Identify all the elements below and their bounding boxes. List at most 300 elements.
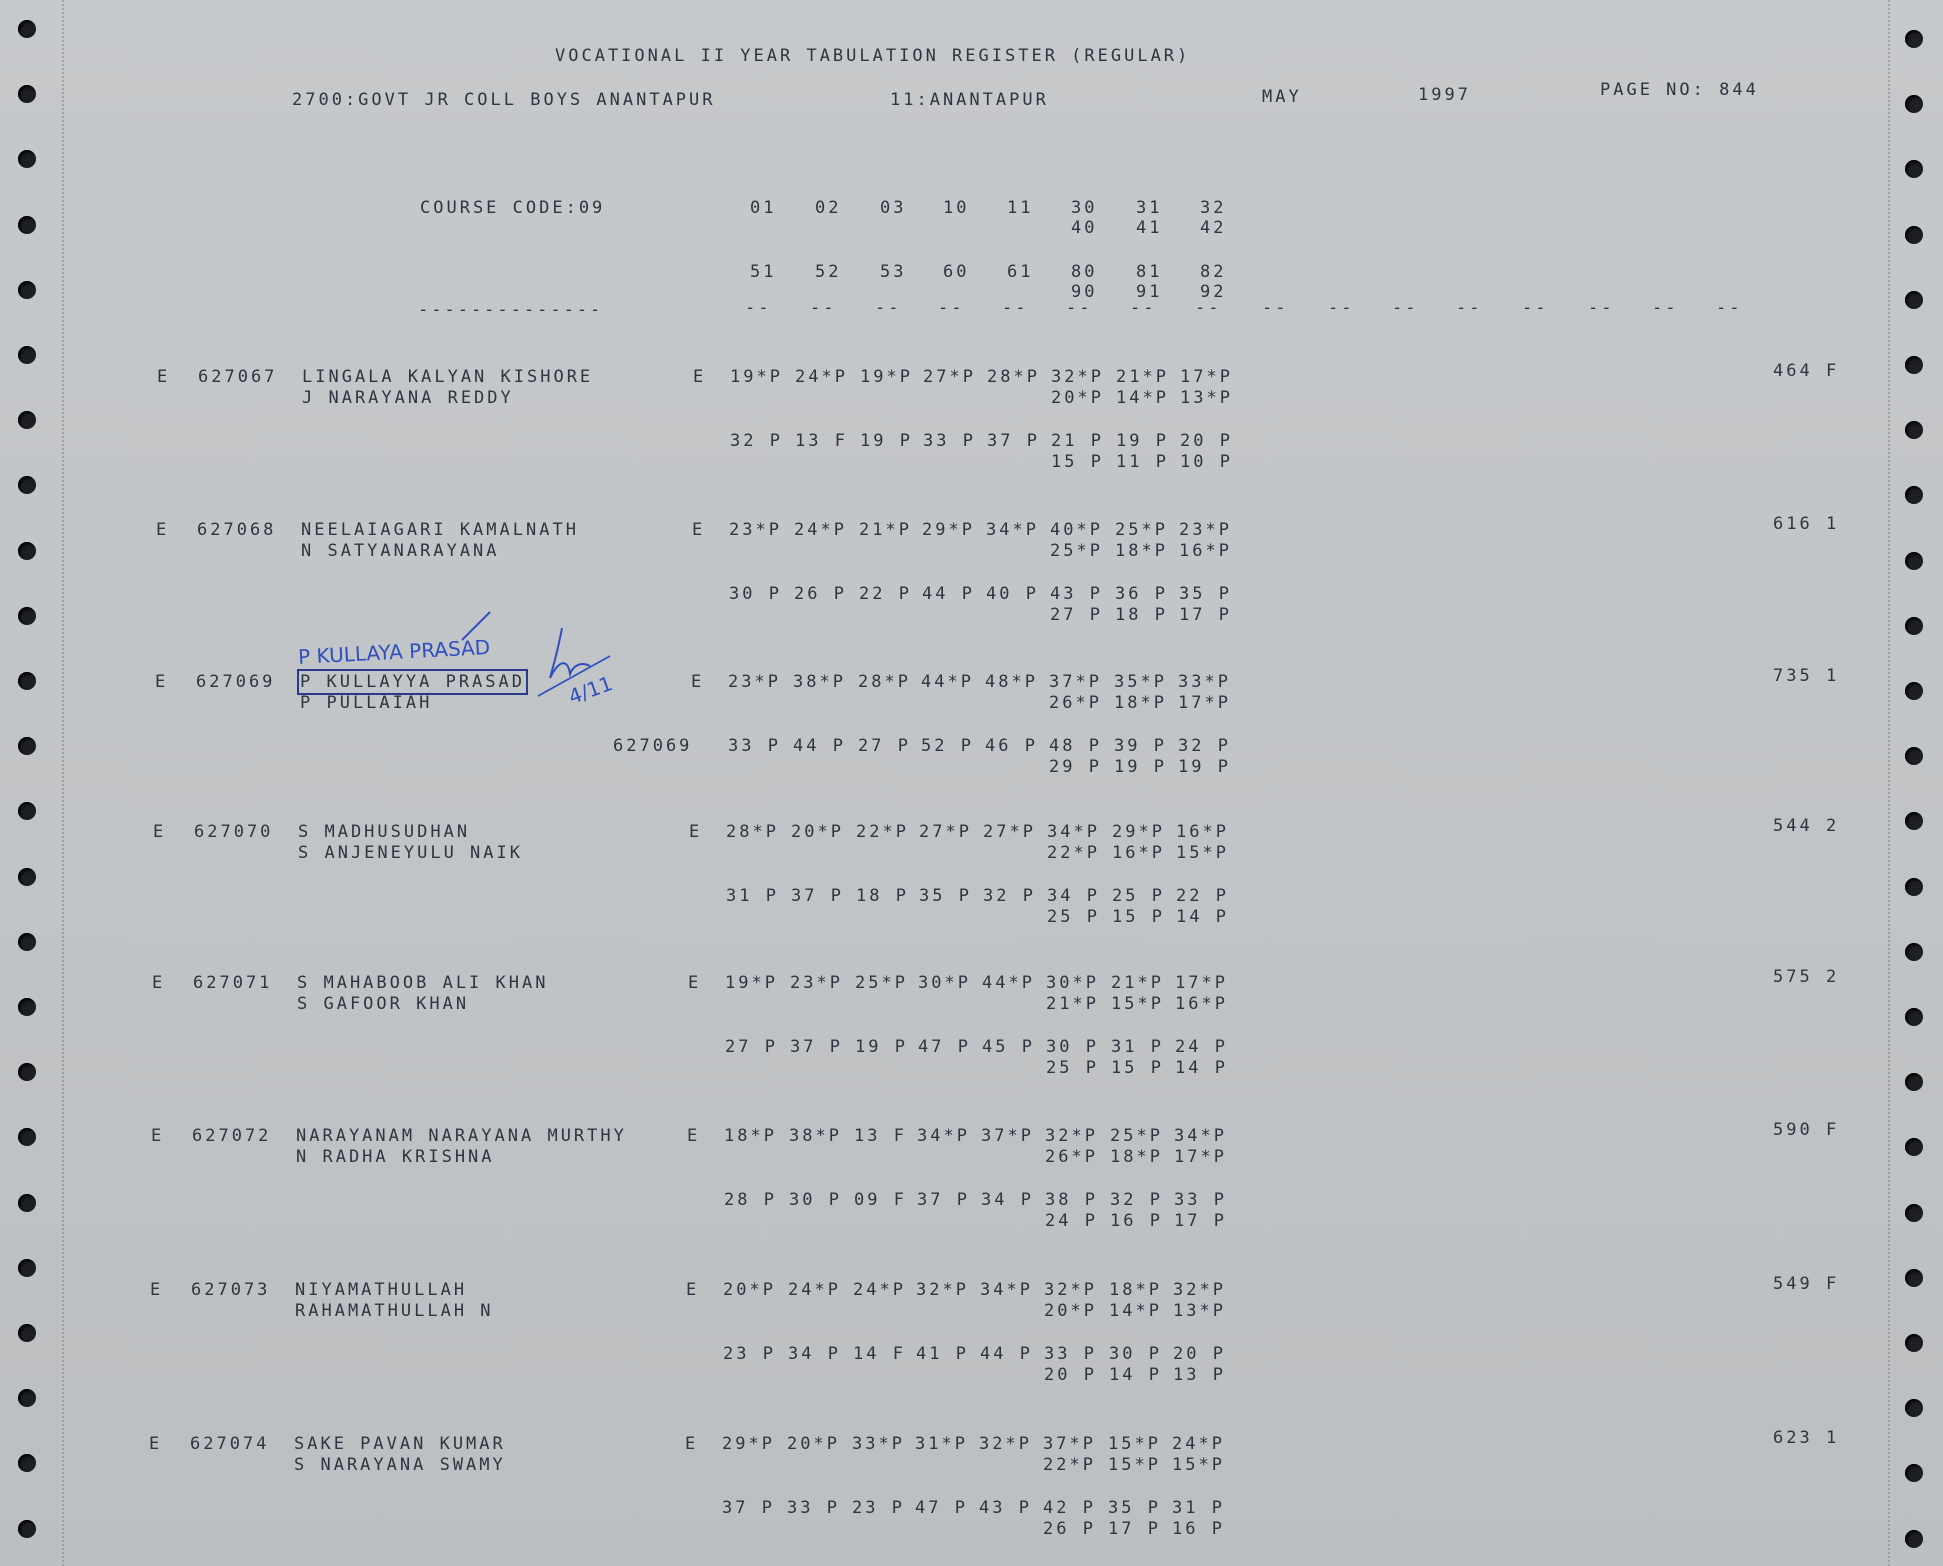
handwritten-signature xyxy=(450,600,620,710)
external-mark: 14 P xyxy=(1175,1058,1228,1078)
result-flag: E xyxy=(152,973,166,993)
tractor-hole xyxy=(18,1389,36,1407)
subject-code: 10 xyxy=(943,198,970,218)
internal-mark: 23*P xyxy=(790,973,843,993)
internal-mark: 23*P xyxy=(728,672,781,692)
subject-code: 53 xyxy=(880,262,907,282)
subject-code: 81 xyxy=(1136,262,1163,282)
internal-mark: 16*P xyxy=(1175,994,1228,1014)
medium-flag: E xyxy=(689,822,703,842)
separator-long: -------------- xyxy=(418,300,604,320)
internal-mark: 25*P xyxy=(1050,541,1103,561)
subject-code: 82 xyxy=(1200,262,1227,282)
student-name: S MAHABOOB ALI KHAN xyxy=(297,973,549,993)
internal-mark: 18*P xyxy=(724,1126,777,1146)
external-mark: 34 P xyxy=(981,1190,1034,1210)
external-mark: 19 P xyxy=(1114,757,1167,777)
internal-mark: 25*P xyxy=(855,973,908,993)
tractor-hole xyxy=(1905,356,1923,374)
register-title: VOCATIONAL II YEAR TABULATION REGISTER (REGULAR) xyxy=(555,46,1191,66)
external-mark: 23 P xyxy=(852,1498,905,1518)
external-mark: 17 P xyxy=(1179,605,1232,625)
course-code: COURSE CODE:09 xyxy=(420,198,606,218)
tractor-hole xyxy=(1905,1269,1923,1287)
tractor-hole xyxy=(1905,747,1923,765)
internal-mark: 14*P xyxy=(1116,388,1169,408)
total-result: 735 1 xyxy=(1773,666,1840,686)
separator-dash: -- xyxy=(1262,298,1289,318)
internal-mark: 28*P xyxy=(726,822,779,842)
separator-dash: -- xyxy=(1002,298,1029,318)
internal-mark: 17*P xyxy=(1174,1147,1227,1167)
external-mark: 30 P xyxy=(1109,1344,1162,1364)
internal-mark: 17*P xyxy=(1180,367,1233,387)
father-name: J NARAYANA REDDY xyxy=(302,388,514,408)
internal-mark: 19*P xyxy=(725,973,778,993)
external-mark: 30 P xyxy=(729,584,782,604)
external-mark: 37 P xyxy=(917,1190,970,1210)
roll-number: 627074 xyxy=(190,1434,270,1454)
roll-number: 627067 xyxy=(198,367,278,387)
tractor-hole xyxy=(1905,1334,1923,1352)
subject-code: 01 xyxy=(750,198,777,218)
external-mark: 32 P xyxy=(1178,736,1231,756)
separator-dash: -- xyxy=(1328,298,1355,318)
external-mark: 20 P xyxy=(1044,1365,1097,1385)
internal-mark: 48*P xyxy=(985,672,1038,692)
internal-mark: 25*P xyxy=(1115,520,1168,540)
internal-mark: 16*P xyxy=(1179,541,1232,561)
internal-mark: 35*P xyxy=(1114,672,1167,692)
internal-mark: 15*P xyxy=(1172,1455,1225,1475)
total-result: 623 1 xyxy=(1773,1428,1840,1448)
subject-code: 42 xyxy=(1200,218,1227,238)
external-mark: 34 P xyxy=(1047,886,1100,906)
subject-code: 92 xyxy=(1200,282,1227,302)
separator-dash: -- xyxy=(938,298,965,318)
student-name: SAKE PAVAN KUMAR xyxy=(294,1434,506,1454)
external-mark: 37 P xyxy=(790,1037,843,1057)
external-mark: 25 P xyxy=(1047,907,1100,927)
left-perforation xyxy=(62,0,64,1566)
tractor-hole xyxy=(18,737,36,755)
tractor-hole xyxy=(18,1454,36,1472)
total-result: 616 1 xyxy=(1773,514,1840,534)
external-mark: 20 P xyxy=(1180,431,1233,451)
total-result: 590 F xyxy=(1773,1120,1840,1140)
internal-mark: 15*P xyxy=(1108,1434,1161,1454)
student-name: S MADHUSUDHAN xyxy=(298,822,471,842)
father-name: N SATYANARAYANA xyxy=(301,541,500,561)
student-name: NIYAMATHULLAH xyxy=(295,1280,468,1300)
external-mark: 14 P xyxy=(1109,1365,1162,1385)
medium-flag: E xyxy=(686,1280,700,1300)
internal-mark: 44*P xyxy=(921,672,974,692)
internal-mark: 22*P xyxy=(1043,1455,1096,1475)
tractor-hole xyxy=(18,281,36,299)
external-mark: 44 P xyxy=(980,1344,1033,1364)
external-mark: 16 P xyxy=(1172,1519,1225,1539)
external-mark: 33 P xyxy=(923,431,976,451)
internal-mark: 20*P xyxy=(791,822,844,842)
external-mark: 27 P xyxy=(725,1037,778,1057)
left-tractor-holes xyxy=(18,0,58,1566)
student-name: NARAYANAM NARAYANA MURTHY xyxy=(296,1126,627,1146)
external-mark: 32 P xyxy=(730,431,783,451)
subject-code: 91 xyxy=(1136,282,1163,302)
external-mark: 18 P xyxy=(1115,605,1168,625)
external-mark: 46 P xyxy=(985,736,1038,756)
separator-dash: -- xyxy=(1522,298,1549,318)
external-mark: 45 P xyxy=(982,1037,1035,1057)
external-mark: 35 P xyxy=(1179,584,1232,604)
external-mark: 43 P xyxy=(979,1498,1032,1518)
external-mark: 25 P xyxy=(1112,886,1165,906)
subject-code: 31 xyxy=(1136,198,1163,218)
external-mark: 31 P xyxy=(726,886,779,906)
internal-mark: 38*P xyxy=(793,672,846,692)
internal-mark: 34*P xyxy=(986,520,1039,540)
external-mark: 47 P xyxy=(918,1037,971,1057)
tractor-hole xyxy=(1905,1204,1923,1222)
internal-mark: 31*P xyxy=(915,1434,968,1454)
tractor-hole xyxy=(18,1324,36,1342)
roll-number: 627068 xyxy=(197,520,277,540)
external-mark: 19 P xyxy=(1116,431,1169,451)
tractor-hole xyxy=(18,1063,36,1081)
internal-mark: 29*P xyxy=(922,520,975,540)
external-mark: 14 F xyxy=(853,1344,906,1364)
external-mark: 19 P xyxy=(855,1037,908,1057)
roll-number-repeat: 627069 xyxy=(613,736,693,756)
tractor-hole xyxy=(1905,1008,1923,1026)
tractor-hole xyxy=(1905,160,1923,178)
external-mark: 31 P xyxy=(1172,1498,1225,1518)
external-mark: 47 P xyxy=(915,1498,968,1518)
tractor-hole xyxy=(18,20,36,38)
student-name: NEELAIAGARI KAMALNATH xyxy=(301,520,579,540)
external-mark: 20 P xyxy=(1173,1344,1226,1364)
internal-mark: 24*P xyxy=(794,520,847,540)
internal-mark: 13*P xyxy=(1180,388,1233,408)
internal-mark: 34*P xyxy=(1174,1126,1227,1146)
handwritten-date: 4/11 xyxy=(565,671,616,709)
internal-mark: 32*P xyxy=(1173,1280,1226,1300)
tractor-hole xyxy=(1905,421,1923,439)
tractor-hole xyxy=(18,150,36,168)
internal-mark: 21*P xyxy=(1111,973,1164,993)
internal-mark: 14*P xyxy=(1109,1301,1162,1321)
internal-mark: 20*P xyxy=(723,1280,776,1300)
tractor-hole xyxy=(18,411,36,429)
external-mark: 32 P xyxy=(983,886,1036,906)
tractor-hole xyxy=(18,933,36,951)
external-mark: 25 P xyxy=(1046,1058,1099,1078)
exam-month: MAY xyxy=(1262,87,1302,107)
exam-year: 1997 xyxy=(1418,85,1471,105)
external-mark: 44 P xyxy=(793,736,846,756)
external-mark: 44 P xyxy=(922,584,975,604)
external-mark: 22 P xyxy=(859,584,912,604)
tractor-hole xyxy=(18,802,36,820)
internal-mark: 19*P xyxy=(860,367,913,387)
roll-number: 627070 xyxy=(194,822,274,842)
subject-code: 61 xyxy=(1007,262,1034,282)
external-mark: 42 P xyxy=(1043,1498,1096,1518)
internal-mark: 26*P xyxy=(1049,693,1102,713)
internal-mark: 34*P xyxy=(917,1126,970,1146)
separator-dash: -- xyxy=(875,298,902,318)
handwritten-name-correction: P KULLAYA PRASAD xyxy=(297,634,491,670)
internal-mark: 28*P xyxy=(858,672,911,692)
external-mark: 18 P xyxy=(856,886,909,906)
internal-mark: 38*P xyxy=(789,1126,842,1146)
internal-mark: 26*P xyxy=(1045,1147,1098,1167)
result-flag: E xyxy=(151,1126,165,1146)
district-code: 11:ANANTAPUR xyxy=(890,90,1049,110)
separator-dash: -- xyxy=(1652,298,1679,318)
internal-mark: 13*P xyxy=(1173,1301,1226,1321)
external-mark: 34 P xyxy=(788,1344,841,1364)
tractor-hole xyxy=(1905,682,1923,700)
external-mark: 23 P xyxy=(723,1344,776,1364)
separator-dash: -- xyxy=(1456,298,1483,318)
internal-mark: 44*P xyxy=(982,973,1035,993)
subject-code: 30 xyxy=(1071,198,1098,218)
father-name: N RADHA KRISHNA xyxy=(296,1147,495,1167)
tractor-hole xyxy=(1905,226,1923,244)
subject-code: 51 xyxy=(750,262,777,282)
external-mark: 19 P xyxy=(1178,757,1231,777)
result-flag: E xyxy=(157,367,171,387)
tractor-hole xyxy=(1905,1399,1923,1417)
internal-mark: 24*P xyxy=(788,1280,841,1300)
external-mark: 43 P xyxy=(1050,584,1103,604)
separator-dash: -- xyxy=(1130,298,1157,318)
internal-mark: 15*P xyxy=(1111,994,1164,1014)
separator-dash: -- xyxy=(1588,298,1615,318)
separator-dash: -- xyxy=(1716,298,1743,318)
internal-mark: 33*P xyxy=(1178,672,1231,692)
internal-mark: 34*P xyxy=(1047,822,1100,842)
internal-mark: 40*P xyxy=(1050,520,1103,540)
internal-mark: 37*P xyxy=(1043,1434,1096,1454)
total-result: 544 2 xyxy=(1773,816,1840,836)
internal-mark: 23*P xyxy=(729,520,782,540)
internal-mark: 29*P xyxy=(722,1434,775,1454)
external-mark: 33 P xyxy=(728,736,781,756)
internal-mark: 25*P xyxy=(1110,1126,1163,1146)
internal-mark: 32*P xyxy=(1051,367,1104,387)
external-mark: 33 P xyxy=(1044,1344,1097,1364)
internal-mark: 23*P xyxy=(1179,520,1232,540)
external-mark: 13 F xyxy=(795,431,848,451)
tractor-hole xyxy=(1905,1530,1923,1548)
internal-mark: 15*P xyxy=(1176,843,1229,863)
result-flag: E xyxy=(150,1280,164,1300)
internal-mark: 27*P xyxy=(923,367,976,387)
tractor-hole xyxy=(18,998,36,1016)
external-mark: 37 P xyxy=(987,431,1040,451)
external-mark: 13 P xyxy=(1173,1365,1226,1385)
internal-mark: 18*P xyxy=(1114,693,1167,713)
father-name: S ANJENEYULU NAIK xyxy=(298,843,523,863)
subject-code: 03 xyxy=(880,198,907,218)
tractor-hole xyxy=(18,1259,36,1277)
internal-mark: 37*P xyxy=(1049,672,1102,692)
tractor-hole xyxy=(1905,291,1923,309)
external-mark: 27 P xyxy=(858,736,911,756)
internal-mark: 37*P xyxy=(981,1126,1034,1146)
internal-mark: 17*P xyxy=(1178,693,1231,713)
medium-flag: E xyxy=(687,1126,701,1146)
college-code: 2700:GOVT JR COLL BOYS ANANTAPUR xyxy=(292,90,716,110)
internal-mark: 28*P xyxy=(987,367,1040,387)
tractor-hole xyxy=(1905,1464,1923,1482)
student-name: P KULLAYYA PRASAD xyxy=(300,672,525,692)
external-mark: 26 P xyxy=(1043,1519,1096,1539)
internal-mark: 32*P xyxy=(916,1280,969,1300)
medium-flag: E xyxy=(693,367,707,387)
subject-code: 52 xyxy=(815,262,842,282)
internal-mark: 22*P xyxy=(1047,843,1100,863)
subject-code: 40 xyxy=(1071,218,1098,238)
internal-mark: 20*P xyxy=(787,1434,840,1454)
external-mark: 15 P xyxy=(1051,452,1104,472)
external-mark: 17 P xyxy=(1174,1211,1227,1231)
internal-mark: 18*P xyxy=(1115,541,1168,561)
external-mark: 30 P xyxy=(1046,1037,1099,1057)
internal-mark: 33*P xyxy=(852,1434,905,1454)
medium-flag: E xyxy=(691,672,705,692)
result-flag: E xyxy=(149,1434,163,1454)
internal-mark: 22*P xyxy=(856,822,909,842)
internal-mark: 20*P xyxy=(1044,1301,1097,1321)
internal-mark: 17*P xyxy=(1175,973,1228,993)
roll-number: 627073 xyxy=(191,1280,271,1300)
tractor-hole xyxy=(1905,486,1923,504)
external-mark: 39 P xyxy=(1114,736,1167,756)
roll-number: 627069 xyxy=(196,672,276,692)
tractor-hole xyxy=(18,672,36,690)
subject-code: 41 xyxy=(1136,218,1163,238)
tractor-hole xyxy=(1905,30,1923,48)
internal-mark: 21*P xyxy=(1116,367,1169,387)
tractor-hole xyxy=(18,868,36,886)
right-perforation xyxy=(1888,0,1890,1566)
tractor-hole xyxy=(18,542,36,560)
tractor-hole xyxy=(18,216,36,234)
tractor-hole xyxy=(1905,878,1923,896)
tractor-hole xyxy=(18,607,36,625)
tractor-hole xyxy=(18,1194,36,1212)
external-mark: 32 P xyxy=(1110,1190,1163,1210)
separator-dash: -- xyxy=(1195,298,1222,318)
external-mark: 24 P xyxy=(1175,1037,1228,1057)
internal-mark: 29*P xyxy=(1112,822,1165,842)
external-mark: 48 P xyxy=(1049,736,1102,756)
internal-mark: 18*P xyxy=(1109,1280,1162,1300)
separator-dash: -- xyxy=(745,298,772,318)
medium-flag: E xyxy=(685,1434,699,1454)
tractor-hole xyxy=(18,85,36,103)
tractor-hole xyxy=(18,1128,36,1146)
external-mark: 41 P xyxy=(916,1344,969,1364)
right-tractor-holes xyxy=(1905,0,1943,1566)
external-mark: 17 P xyxy=(1108,1519,1161,1539)
internal-mark: 18*P xyxy=(1110,1147,1163,1167)
separator-dash: -- xyxy=(1392,298,1419,318)
result-flag: E xyxy=(155,672,169,692)
external-mark: 16 P xyxy=(1110,1211,1163,1231)
internal-mark: 24*P xyxy=(795,367,848,387)
total-result: 464 F xyxy=(1773,361,1840,381)
external-mark: 33 P xyxy=(787,1498,840,1518)
external-mark: 15 P xyxy=(1111,1058,1164,1078)
tractor-hole xyxy=(1905,943,1923,961)
subject-code: 11 xyxy=(1007,198,1034,218)
internal-mark: 34*P xyxy=(980,1280,1033,1300)
internal-mark: 13 F xyxy=(854,1126,907,1146)
external-mark: 37 P xyxy=(791,886,844,906)
internal-mark: 32*P xyxy=(979,1434,1032,1454)
external-mark: 15 P xyxy=(1112,907,1165,927)
father-name: S GAFOOR KHAN xyxy=(297,994,470,1014)
external-mark: 22 P xyxy=(1176,886,1229,906)
student-name: LINGALA KALYAN KISHORE xyxy=(302,367,594,387)
separator-dash: -- xyxy=(810,298,837,318)
internal-mark: 16*P xyxy=(1176,822,1229,842)
tractor-hole xyxy=(1905,812,1923,830)
tractor-hole xyxy=(1905,1138,1923,1156)
external-mark: 11 P xyxy=(1116,452,1169,472)
result-flag: E xyxy=(156,520,170,540)
page-number: PAGE NO: 844 xyxy=(1600,80,1759,100)
roll-number: 627072 xyxy=(192,1126,272,1146)
external-mark: 09 F xyxy=(854,1190,907,1210)
tractor-hole xyxy=(1905,552,1923,570)
internal-mark: 16*P xyxy=(1112,843,1165,863)
father-name: RAHAMATHULLAH N xyxy=(295,1301,494,1321)
separator-dash: -- xyxy=(1066,298,1093,318)
internal-mark: 15*P xyxy=(1108,1455,1161,1475)
external-mark: 14 P xyxy=(1176,907,1229,927)
internal-mark: 21*P xyxy=(859,520,912,540)
roll-number: 627071 xyxy=(193,973,273,993)
medium-flag: E xyxy=(692,520,706,540)
subject-code: 32 xyxy=(1200,198,1227,218)
internal-mark: 30*P xyxy=(1046,973,1099,993)
medium-flag: E xyxy=(688,973,702,993)
external-mark: 24 P xyxy=(1045,1211,1098,1231)
internal-mark: 24*P xyxy=(1172,1434,1225,1454)
total-result: 575 2 xyxy=(1773,967,1840,987)
external-mark: 38 P xyxy=(1045,1190,1098,1210)
subject-code: 60 xyxy=(943,262,970,282)
internal-mark: 20*P xyxy=(1051,388,1104,408)
internal-mark: 21*P xyxy=(1046,994,1099,1014)
external-mark: 27 P xyxy=(1050,605,1103,625)
external-mark: 30 P xyxy=(789,1190,842,1210)
external-mark: 31 P xyxy=(1111,1037,1164,1057)
internal-mark: 32*P xyxy=(1045,1126,1098,1146)
internal-mark: 30*P xyxy=(918,973,971,993)
internal-mark: 27*P xyxy=(983,822,1036,842)
tractor-hole xyxy=(1905,95,1923,113)
subject-code: 90 xyxy=(1071,282,1098,302)
external-mark: 40 P xyxy=(986,584,1039,604)
internal-mark: 32*P xyxy=(1044,1280,1097,1300)
